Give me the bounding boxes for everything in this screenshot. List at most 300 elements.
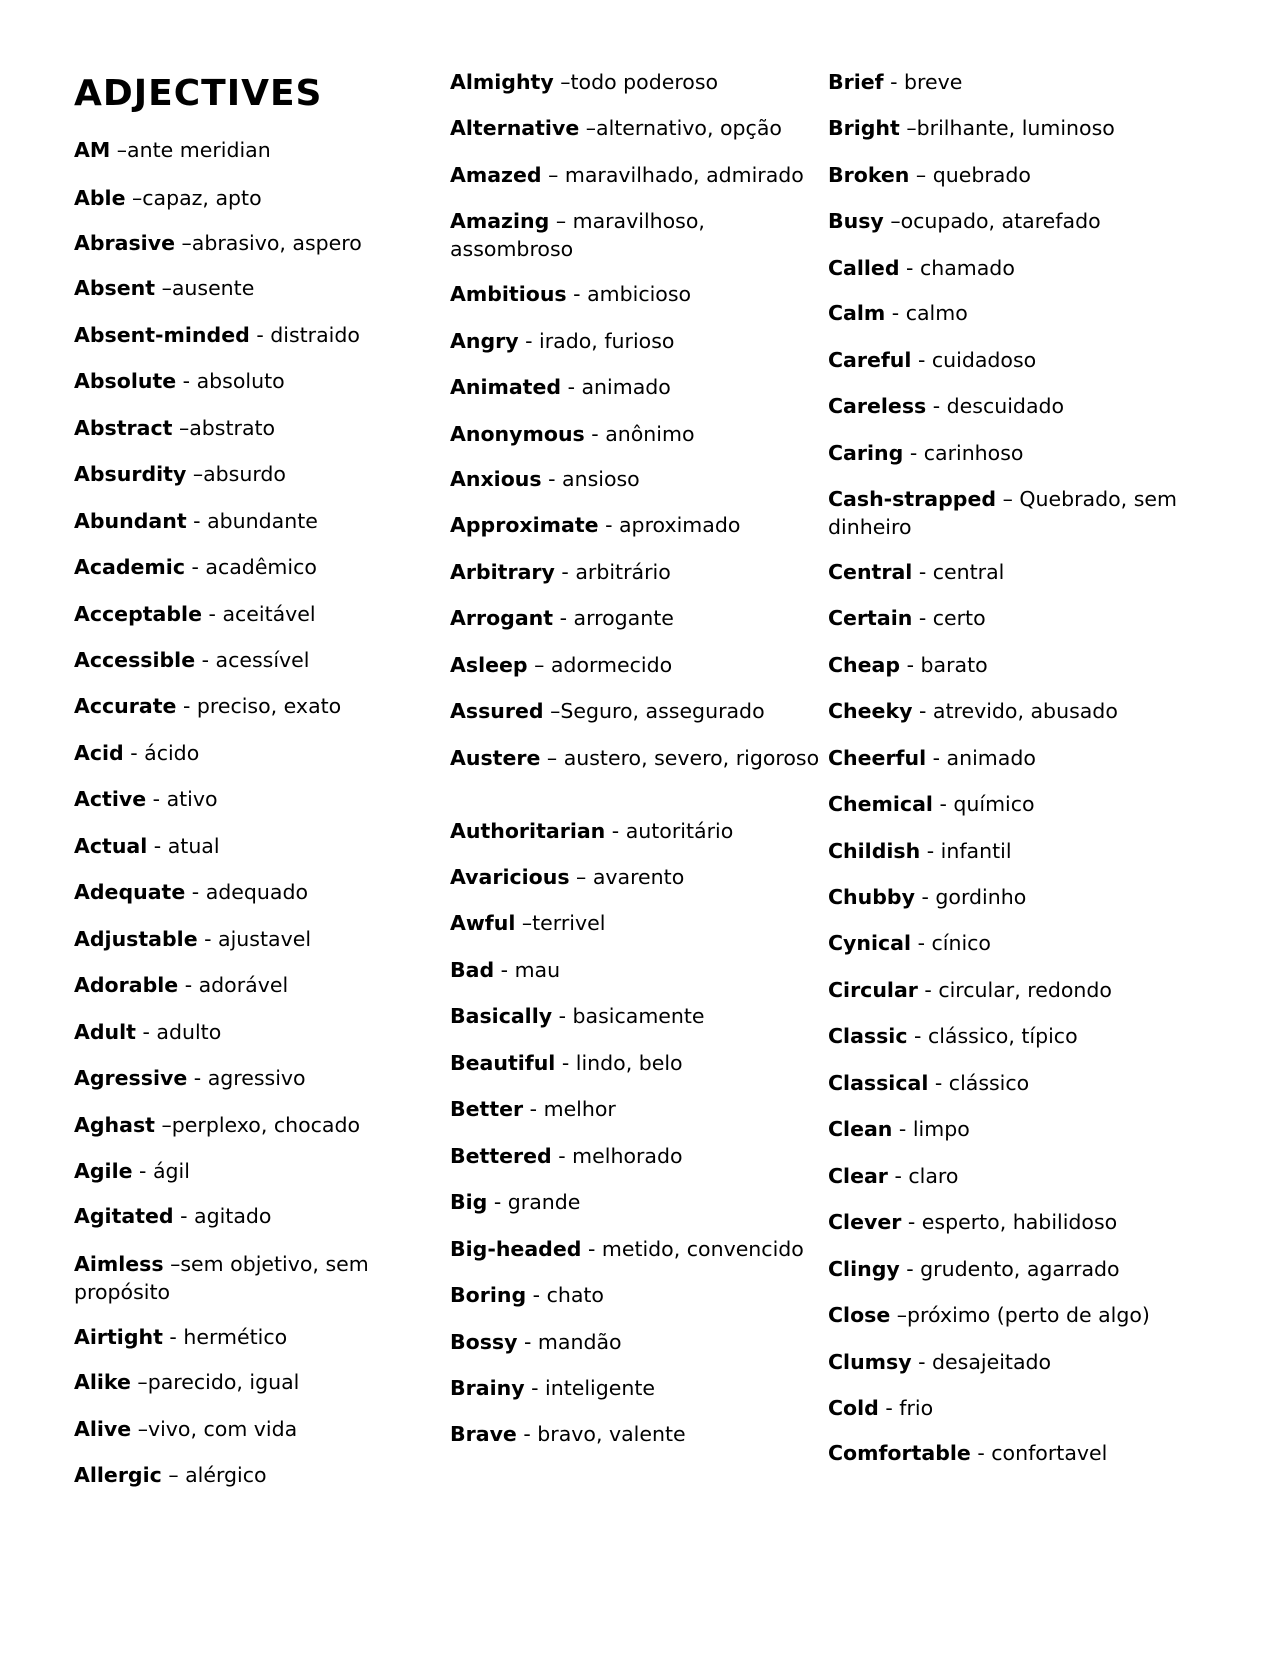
- entry-term: Childish: [828, 839, 921, 863]
- entry-term: Abrasive: [74, 231, 175, 255]
- list-item: [828, 1301, 1150, 1329]
- entry-definition: austero, severo, rigoroso: [563, 746, 820, 770]
- entry-term: Caring: [828, 441, 904, 465]
- list-item: [74, 646, 310, 674]
- entry-definition: arbitrário: [575, 560, 671, 584]
- entry-separator: –: [883, 209, 901, 233]
- entry-separator: -: [123, 741, 145, 765]
- entry-definition: alternativo, opção: [596, 116, 782, 140]
- entry-separator: -: [178, 973, 199, 997]
- entry-separator: -: [911, 931, 932, 955]
- entry-separator: -: [903, 441, 924, 465]
- entry-term: Chemical: [828, 792, 933, 816]
- entry-definition: maravilhado, admirado: [564, 163, 804, 187]
- entry-definition: capaz, apto: [142, 186, 262, 210]
- entry-term: Bossy: [450, 1330, 518, 1354]
- entry-separator: -: [516, 1422, 538, 1446]
- entry-separator: -: [494, 958, 515, 982]
- entry-term: Angry: [450, 329, 519, 353]
- list-item: [74, 321, 360, 349]
- entry-separator: -: [541, 467, 563, 491]
- entry-term: Acceptable: [74, 602, 202, 626]
- entry-definition: ácido: [144, 741, 200, 765]
- list-item: [74, 600, 316, 628]
- entry-term: Boring: [450, 1283, 527, 1307]
- entry-definition: ocupado, atarefado: [900, 209, 1101, 233]
- list-item: [450, 817, 733, 845]
- entry-separator: –: [890, 1303, 908, 1327]
- entry-separator: -: [552, 1004, 573, 1028]
- entry-term: Anxious: [450, 467, 542, 491]
- entry-term: Agile: [74, 1159, 133, 1183]
- entry-term: Accessible: [74, 648, 196, 672]
- list-item: [450, 744, 819, 772]
- list-item: [450, 1188, 580, 1216]
- entry-term: Awful: [450, 911, 516, 935]
- entry-definition: certo: [932, 606, 986, 630]
- entry-definition: hermético: [183, 1325, 288, 1349]
- entry-term: Calm: [828, 301, 886, 325]
- entry-term: Alive: [74, 1417, 132, 1441]
- list-item: [450, 511, 740, 539]
- entry-separator: -: [195, 648, 216, 672]
- entry-separator: –: [996, 487, 1020, 511]
- entry-definition: animado: [946, 746, 1036, 770]
- entry-definition: desajeitado: [932, 1350, 1052, 1374]
- entry-term: Allergic: [74, 1463, 162, 1487]
- entry-separator: –: [110, 138, 128, 162]
- entry-definition: adequado: [205, 880, 308, 904]
- entry-definition: cínico: [931, 931, 991, 955]
- entry-separator: -: [920, 839, 941, 863]
- entry-separator: -: [249, 323, 271, 347]
- list-item: [450, 1328, 622, 1356]
- entry-term: Busy: [828, 209, 884, 233]
- list-item: [74, 1157, 190, 1185]
- entry-term: Central: [828, 560, 913, 584]
- list-item: [450, 1142, 683, 1170]
- entry-separator: -: [173, 1204, 195, 1228]
- list-item: [450, 280, 691, 308]
- entry-term: Close: [828, 1303, 891, 1327]
- list-item: [450, 697, 765, 725]
- entry-definition: terrivel: [532, 911, 606, 935]
- entry-definition: grudento, agarrado: [920, 1257, 1120, 1281]
- entry-separator: -: [883, 70, 905, 94]
- entry-term: Adequate: [74, 880, 186, 904]
- entry-separator: –: [543, 699, 561, 723]
- entry-term: Asleep: [450, 653, 528, 677]
- list-item: [828, 346, 1036, 374]
- entry-separator: –: [569, 865, 593, 889]
- entry-term: Broken: [828, 163, 910, 187]
- entry-definition: ambicioso: [587, 282, 692, 306]
- entry-term: Classic: [828, 1024, 908, 1048]
- entry-separator: -: [928, 1071, 949, 1095]
- entry-term: Called: [828, 256, 900, 280]
- list-item: [450, 114, 782, 142]
- entry-separator: -: [517, 1330, 538, 1354]
- list-item: [450, 68, 718, 96]
- entry-term: AM: [74, 138, 111, 162]
- entry-separator: -: [581, 1237, 602, 1261]
- entry-definition: maravilhoso, assombroso: [450, 209, 705, 261]
- list-item: [828, 976, 1112, 1004]
- entry-term: Careful: [828, 348, 912, 372]
- entry-definition: breve: [904, 70, 963, 94]
- list-item: [828, 114, 1115, 142]
- entry-term: Circular: [828, 978, 918, 1002]
- entry-term: Acid: [74, 741, 124, 765]
- list-item: [450, 909, 605, 937]
- list-item: [450, 1374, 655, 1402]
- entry-definition: chato: [546, 1283, 604, 1307]
- list-item: [828, 929, 991, 957]
- entry-separator: –: [515, 911, 533, 935]
- entry-definition: cuidadoso: [931, 348, 1037, 372]
- list-item: [74, 1018, 221, 1046]
- entry-separator: -: [551, 1144, 573, 1168]
- entry-term: Big: [450, 1190, 488, 1214]
- entry-separator: -: [878, 1396, 900, 1420]
- entry-definition: distraido: [270, 323, 360, 347]
- list-item: [74, 878, 308, 906]
- entry-definition: animado: [581, 375, 671, 399]
- entry-definition: químico: [953, 792, 1035, 816]
- entry-definition: sem objetivo, sem propósito: [74, 1252, 369, 1304]
- list-item: [450, 558, 671, 586]
- entry-definition: metido, convencido: [601, 1237, 804, 1261]
- entry-term: Assured: [450, 699, 544, 723]
- list-item: [74, 229, 362, 257]
- list-item: [450, 604, 674, 632]
- entry-separator: -: [135, 1020, 157, 1044]
- entry-separator: -: [970, 1441, 992, 1465]
- entry-term: Animated: [450, 375, 562, 399]
- entry-term: Absent: [74, 276, 156, 300]
- entry-definition: abrasivo, aspero: [191, 231, 362, 255]
- entry-term: Arrogant: [450, 606, 554, 630]
- entry-term: Academic: [74, 555, 185, 579]
- entry-separator: –: [579, 116, 597, 140]
- entry-definition: acessível: [215, 648, 310, 672]
- entry-term: Aimless: [74, 1252, 164, 1276]
- entry-term: Clear: [828, 1164, 888, 1188]
- entry-definition: avarento: [592, 865, 685, 889]
- entry-definition: abundante: [207, 509, 318, 533]
- entry-definition: melhorado: [572, 1144, 683, 1168]
- entry-definition: bravo, valente: [537, 1422, 686, 1446]
- entry-definition: parecido, igual: [147, 1370, 300, 1394]
- entry-term: Clean: [828, 1117, 893, 1141]
- list-item: [74, 507, 318, 535]
- entry-separator: –: [161, 1463, 186, 1487]
- list-item: [828, 1439, 1107, 1467]
- entry-term: Arbitrary: [450, 560, 555, 584]
- entry-separator: -: [184, 555, 206, 579]
- entry-definition: próximo (perto de algo): [907, 1303, 1150, 1327]
- entry-separator: -: [526, 1283, 547, 1307]
- entry-definition: todo poderoso: [570, 70, 719, 94]
- entry-term: Bettered: [450, 1144, 552, 1168]
- list-item: [828, 1069, 1029, 1097]
- entry-term: Agitated: [74, 1204, 174, 1228]
- entry-separator: –: [125, 186, 143, 210]
- entry-separator: –: [541, 163, 565, 187]
- entry-separator: -: [185, 880, 206, 904]
- entry-separator: -: [487, 1190, 508, 1214]
- list-item: [74, 1111, 360, 1139]
- entry-definition: agressivo: [207, 1066, 306, 1090]
- entry-term: Adult: [74, 1020, 136, 1044]
- entry-definition: ágil: [152, 1159, 190, 1183]
- list-item: [828, 1255, 1120, 1283]
- entry-definition: atrevido, abusado: [932, 699, 1118, 723]
- list-item: [450, 1420, 686, 1448]
- entry-separator: -: [901, 1210, 922, 1234]
- entry-separator: -: [885, 301, 906, 325]
- entry-separator: –: [163, 1252, 181, 1276]
- list-item: [74, 1461, 267, 1489]
- entry-term: Adorable: [74, 973, 179, 997]
- entry-term: Able: [74, 186, 126, 210]
- list-item: [450, 1095, 616, 1123]
- list-item: [828, 485, 1208, 541]
- entry-definition: central: [932, 560, 1005, 584]
- entry-separator: –: [527, 653, 551, 677]
- list-item: [828, 697, 1118, 725]
- entry-separator: -: [911, 348, 932, 372]
- entry-definition: irado, furioso: [539, 329, 675, 353]
- entry-term: Comfortable: [828, 1441, 971, 1465]
- entry-separator: -: [523, 1097, 544, 1121]
- list-item: [74, 1064, 306, 1092]
- entry-separator: –: [899, 116, 917, 140]
- list-item: [828, 1394, 933, 1422]
- entry-term: Authoritarian: [450, 819, 606, 843]
- list-item: [74, 925, 311, 953]
- entry-term: Careless: [828, 394, 927, 418]
- entry-term: Cold: [828, 1396, 879, 1420]
- entry-separator: -: [584, 422, 606, 446]
- entry-term: Aghast: [74, 1113, 155, 1137]
- entry-definition: basicamente: [572, 1004, 705, 1028]
- entry-term: Better: [450, 1097, 524, 1121]
- entry-definition: brilhante, luminoso: [916, 116, 1115, 140]
- entry-term: Bright: [828, 116, 900, 140]
- entry-definition: aceitável: [222, 602, 316, 626]
- entry-term: Austere: [450, 746, 541, 770]
- entry-separator: -: [176, 369, 197, 393]
- entry-term: Brief: [828, 70, 884, 94]
- entry-definition: aproximado: [619, 513, 741, 537]
- entry-term: Cheap: [828, 653, 901, 677]
- entry-term: Clumsy: [828, 1350, 912, 1374]
- entry-term: Cheerful: [828, 746, 927, 770]
- entry-definition: barato: [920, 653, 988, 677]
- list-item: [74, 1202, 271, 1230]
- entry-definition: chamado: [919, 256, 1015, 280]
- entry-separator: -: [907, 1024, 928, 1048]
- entry-term: Alike: [74, 1370, 131, 1394]
- entry-definition: preciso, exato: [196, 694, 342, 718]
- list-item: [450, 327, 674, 355]
- entry-definition: adulto: [156, 1020, 222, 1044]
- entry-separator: -: [197, 927, 219, 951]
- entry-separator: –: [131, 1417, 148, 1441]
- entry-definition: Quebrado, sem dinheiro: [828, 487, 1177, 539]
- entry-separator: -: [186, 509, 208, 533]
- list-item: [828, 439, 1023, 467]
- entry-definition: mau: [514, 958, 561, 982]
- entry-separator: -: [912, 560, 933, 584]
- entry-separator: -: [598, 513, 619, 537]
- entry-definition: arrogante: [573, 606, 674, 630]
- entry-definition: melhor: [543, 1097, 616, 1121]
- list-item: [74, 739, 199, 767]
- list-item: [828, 1348, 1051, 1376]
- entry-definition: adormecido: [550, 653, 673, 677]
- entry-separator: -: [887, 1164, 909, 1188]
- entry-term: Absolute: [74, 369, 177, 393]
- entry-definition: circular, redondo: [938, 978, 1112, 1002]
- entry-separator: -: [132, 1159, 153, 1183]
- list-item: [450, 161, 804, 189]
- entry-definition: lindo, belo: [575, 1051, 683, 1075]
- entry-separator: -: [202, 602, 223, 626]
- entry-definition: alérgico: [185, 1463, 267, 1487]
- entry-separator: -: [899, 256, 920, 280]
- page-title: ADJECTIVES: [74, 73, 323, 114]
- entry-separator: -: [561, 375, 582, 399]
- entry-definition: quebrado: [932, 163, 1031, 187]
- entry-term: Beautiful: [450, 1051, 556, 1075]
- entry-separator: -: [146, 787, 167, 811]
- list-item: [828, 790, 1035, 818]
- entry-separator: –: [549, 209, 573, 233]
- list-item: [74, 367, 285, 395]
- list-item: [74, 832, 220, 860]
- list-item: [74, 274, 254, 302]
- entry-separator: -: [912, 606, 933, 630]
- entry-separator: -: [926, 746, 947, 770]
- entry-term: Actual: [74, 834, 148, 858]
- list-item: [828, 161, 1031, 189]
- entry-separator: -: [162, 1325, 184, 1349]
- entry-separator: –: [174, 231, 192, 255]
- entry-definition: claro: [908, 1164, 959, 1188]
- entry-separator: -: [176, 694, 197, 718]
- list-item: [74, 553, 317, 581]
- entry-separator: -: [911, 1350, 933, 1374]
- entry-term: Chubby: [828, 885, 915, 909]
- entry-separator: –: [172, 416, 190, 440]
- entry-definition: inteligente: [545, 1376, 655, 1400]
- entry-term: Cynical: [828, 931, 912, 955]
- entry-separator: -: [187, 1066, 208, 1090]
- entry-definition: abstrato: [189, 416, 276, 440]
- entry-separator: –: [130, 1370, 148, 1394]
- entry-definition: autoritário: [625, 819, 734, 843]
- entry-definition: grande: [507, 1190, 581, 1214]
- entry-term: Certain: [828, 606, 913, 630]
- entry-definition: ausente: [171, 276, 255, 300]
- list-item: [450, 1281, 604, 1309]
- entry-definition: absoluto: [196, 369, 285, 393]
- entry-separator: -: [555, 1051, 576, 1075]
- entry-separator: -: [892, 1117, 913, 1141]
- list-item: [450, 465, 640, 493]
- entry-term: Alternative: [450, 116, 580, 140]
- list-item: [828, 254, 1015, 282]
- list-item: [828, 299, 968, 327]
- list-item: [450, 373, 671, 401]
- list-item: [450, 651, 672, 679]
- entry-definition: absurdo: [203, 462, 286, 486]
- entry-separator: -: [912, 699, 933, 723]
- entry-separator: –: [155, 276, 172, 300]
- list-item: [828, 392, 1064, 420]
- entry-separator: –: [909, 163, 933, 187]
- list-item: [74, 136, 271, 164]
- entry-definition: ansioso: [562, 467, 640, 491]
- entry-definition: limpo: [912, 1117, 970, 1141]
- entry-definition: anônimo: [605, 422, 695, 446]
- entry-separator: -: [518, 329, 540, 353]
- entry-definition: descuidado: [946, 394, 1065, 418]
- entry-separator: –: [540, 746, 564, 770]
- entry-term: Approximate: [450, 513, 599, 537]
- entry-separator: -: [147, 834, 168, 858]
- list-item: [828, 651, 988, 679]
- entry-definition: agitado: [194, 1204, 272, 1228]
- entry-term: Bad: [450, 958, 495, 982]
- entry-definition: acadêmico: [205, 555, 317, 579]
- entry-definition: perplexo, chocado: [171, 1113, 361, 1137]
- list-item: [74, 1250, 404, 1306]
- entry-term: Absurdity: [74, 462, 187, 486]
- entry-separator: -: [932, 792, 954, 816]
- entry-term: Adjustable: [74, 927, 198, 951]
- entry-definition: esperto, habilidoso: [921, 1210, 1118, 1234]
- entry-separator: -: [917, 978, 939, 1002]
- entry-definition: vivo, com vida: [147, 1417, 298, 1441]
- entry-definition: carinhoso: [923, 441, 1024, 465]
- list-item: [828, 744, 1036, 772]
- list-item: [828, 1208, 1117, 1236]
- entry-term: Amazing: [450, 209, 550, 233]
- entry-term: Basically: [450, 1004, 553, 1028]
- entry-separator: -: [605, 819, 626, 843]
- list-item: [74, 692, 341, 720]
- entry-term: Anonymous: [450, 422, 585, 446]
- entry-term: Amazed: [450, 163, 542, 187]
- entry-separator: -: [900, 653, 921, 677]
- entry-term: Cash-strapped: [828, 487, 997, 511]
- entry-separator: -: [914, 885, 936, 909]
- entry-term: Active: [74, 787, 147, 811]
- entry-term: Clingy: [828, 1257, 900, 1281]
- entry-separator: –: [186, 462, 204, 486]
- list-item: [74, 1323, 287, 1351]
- list-item: [828, 883, 1026, 911]
- entry-term: Agressive: [74, 1066, 188, 1090]
- list-item: [828, 1115, 970, 1143]
- entry-term: Avaricious: [450, 865, 570, 889]
- list-item: [828, 1162, 958, 1190]
- entry-definition: infantil: [940, 839, 1012, 863]
- entry-definition: ante meridian: [127, 138, 271, 162]
